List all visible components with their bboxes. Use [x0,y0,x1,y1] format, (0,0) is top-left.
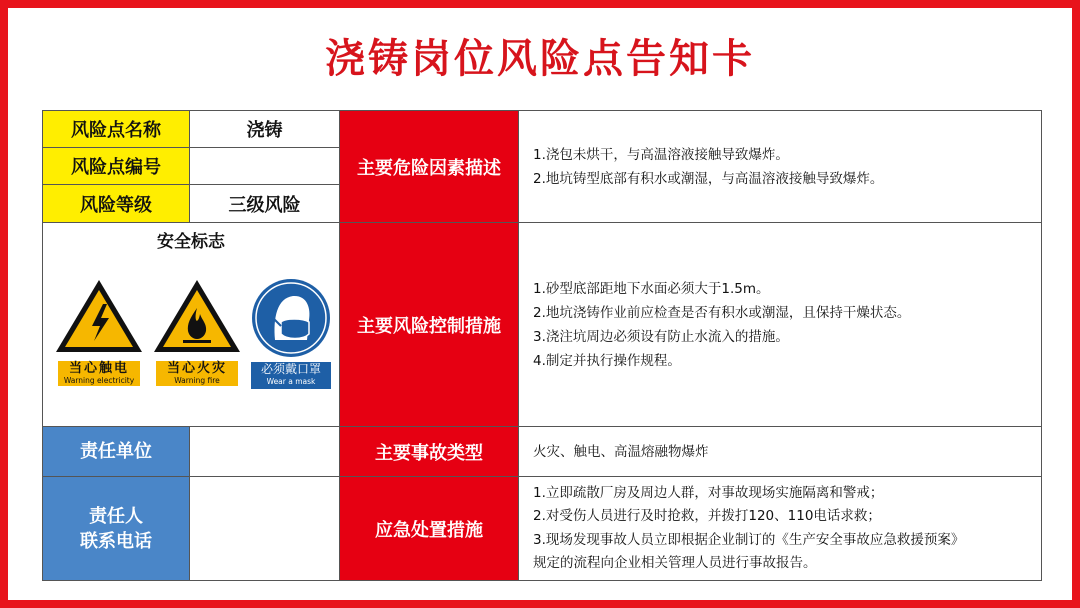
control-line-3: 3.浇注坑周边必须设有防止水流入的措施。 [533,328,789,345]
responsible-person-label-line2: 联系电话 [80,530,152,552]
hazard-label: 主要危险因素描述 [340,111,518,222]
table-row-line-3 [42,222,1042,223]
control-line-4: 4.制定并执行操作规程。 [533,352,681,369]
emergency-line-4: 规定的流程向企业相关管理人员进行事故报告。 [533,555,817,571]
fire-sign-en: Warning fire [174,376,220,385]
emergency-line-3: 3.现场发现事故人员立即根据企业制订的《生产安全事故应急救援预案》 [533,531,965,548]
table-col-divider-1b [189,426,190,581]
fire-warning-icon [152,278,242,356]
fire-sign-caption [156,361,238,386]
fire-sign-cn: 当心火灾 [166,361,227,376]
electric-shock-warning-icon [54,278,144,356]
card-title: 浇铸岗位风险点告知卡 [325,36,755,82]
risk-level-value: 三级风险 [228,194,301,216]
electric-shock-sign-caption [58,361,140,386]
electric-shock-sign-cn: 当心触电 [68,361,129,376]
hazard-line-1: 1.浇包未烘干，与高温溶液接触导致爆炸。 [533,146,789,163]
emergency-line-2: 2.对受伤人员进行及时抢救，并拨打120、110电话求救； [533,508,881,524]
emergency-description [519,477,1041,580]
table-col-divider-2 [339,110,340,581]
control-description [519,223,1041,426]
accident-value: 火灾、触电、高温熔融物爆炸 [533,443,709,460]
risk-code-label: 风险点编号 [43,148,189,184]
risk-name-label: 风险点名称 [43,111,189,147]
responsible-unit-label [43,427,189,476]
hazard-description [519,111,1041,222]
table-row-line-1 [42,147,340,148]
safety-signs-heading: 安全标志 [157,231,225,252]
accident-label: 主要事故类型 [340,427,518,476]
risk-code-value [190,148,339,184]
responsible-unit-label-text: 责任单位 [80,441,152,462]
responsible-person-label [43,477,189,580]
table-border-right [1041,110,1042,581]
wear-mask-sign-en: Wear a mask [266,377,316,386]
control-label: 主要风险控制措施 [340,223,518,426]
wear-mask-sign-caption [251,362,331,389]
control-line-2: 2.地坑浇铸作业前应检查是否有积水或潮湿，且保持干燥状态。 [533,304,911,321]
responsible-unit-value [190,427,339,476]
table-row-line-2 [42,184,340,185]
table-border-left [42,110,43,581]
table-row-line-5 [42,476,1042,477]
wear-mask-icon [251,278,331,358]
table-col-divider-3 [518,110,519,581]
responsible-person-value [190,477,339,580]
emergency-line-1: 1.立即疏散厂房及周边人群，对事故现场实施隔离和警戒； [533,484,884,501]
accident-description [519,427,1041,476]
wear-mask-sign-cn: 必须戴口罩 [260,362,321,376]
emergency-label: 应急处置措施 [340,477,518,580]
hazard-line-2: 2.地坑铸型底部有积水或潮湿，与高温溶液接触导致爆炸。 [533,170,884,187]
control-line-1: 1.砂型底部距地下水面必须大于1.5m。 [533,280,770,297]
risk-level-label: 风险等级 [43,185,189,222]
table-border-bottom [42,580,1042,581]
electric-shock-sign-en: Warning electricity [63,376,135,385]
table-col-divider-1 [189,110,190,223]
table-border-top [42,110,1042,111]
risk-name-value: 浇铸 [246,120,283,141]
table-row-line-4 [42,426,1042,427]
responsible-person-label-line1: 责任人 [89,505,143,527]
